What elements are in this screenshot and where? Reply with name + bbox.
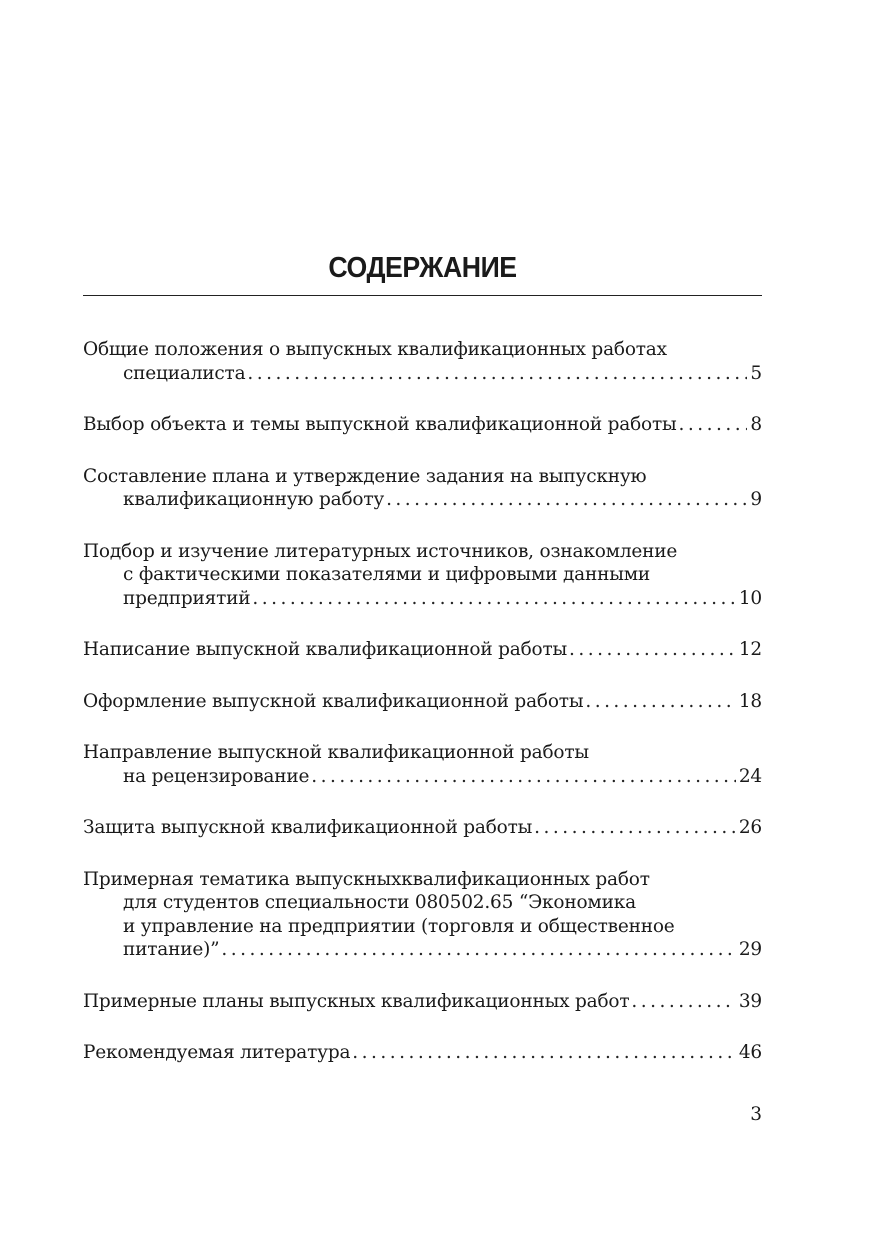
toc-entry-line: Выбор объекта и темы выпускной квалификационной работы	[83, 414, 677, 435]
toc-entry-last-line	[83, 587, 762, 611]
toc-entry-line: Составление плана и утверждение задания на выпускную	[83, 465, 647, 487]
dot-leader	[386, 488, 747, 512]
dot-leader	[679, 413, 748, 437]
toc-page-number: 18	[738, 690, 762, 712]
toc-entry[interactable]	[83, 413, 762, 437]
dot-leader	[569, 638, 736, 662]
dot-leader	[631, 990, 735, 1014]
toc-entry-line: квалификационную работу	[123, 489, 385, 510]
toc-entry-line: Примерная тематика выпускныхквалификационных работ	[83, 868, 650, 890]
toc-page-number: 5	[750, 362, 762, 384]
toc-entry-line: Подбор и изучение литературных источников, ознакомление	[83, 540, 678, 562]
toc-entry-line: Написание выпускной квалификационной работы	[83, 639, 568, 660]
toc-entry-last-line	[83, 816, 762, 840]
toc-page-number: 8	[750, 414, 762, 435]
toc-page-number: 24	[738, 765, 762, 787]
toc-page-number: 9	[750, 489, 762, 510]
toc-entry-last-line	[83, 413, 762, 437]
toc-entry-last-line	[83, 1041, 762, 1065]
toc-entry[interactable]	[83, 338, 762, 385]
toc-entry[interactable]	[83, 540, 762, 611]
toc-entry-line: предприятий	[123, 587, 251, 609]
toc-entry-last-line	[83, 638, 762, 662]
toc-entry-line: Рекомендуемая литература	[83, 1042, 351, 1063]
toc-entry-last-line	[83, 938, 762, 962]
toc-entry[interactable]	[83, 990, 762, 1014]
title-divider	[83, 295, 762, 296]
toc-entry[interactable]	[83, 816, 762, 840]
toc-entry-line: с фактическими показателями и цифровыми данными	[123, 564, 651, 585]
toc-entry-line: Защита выпускной квалификационной работы	[83, 817, 533, 838]
toc-entry[interactable]	[83, 1041, 762, 1065]
toc-entry[interactable]	[83, 868, 762, 962]
table-of-contents	[83, 338, 762, 1065]
dot-leader	[311, 765, 736, 789]
toc-entry-line: и управление на предприятии (торговля и общественное	[123, 915, 675, 937]
dot-leader	[221, 938, 735, 962]
toc-entry-line: специалиста	[123, 362, 246, 384]
toc-page-number: 26	[738, 817, 762, 838]
toc-entry-line: для студентов специальности 080502.65 “Экономика	[123, 892, 636, 913]
toc-entry[interactable]	[83, 741, 762, 788]
dot-leader	[534, 816, 736, 840]
dot-leader	[252, 587, 735, 611]
toc-entry[interactable]	[83, 638, 762, 662]
toc-entry-last-line	[83, 690, 762, 714]
toc-entry-line: Примерные планы выпускных квалификационных работ	[83, 990, 630, 1012]
toc-entry-line: Общие положения о выпускных квалификационных работах	[83, 339, 667, 360]
page-title: СОДЕРЖАНИЕ	[328, 252, 517, 284]
dot-leader	[585, 690, 736, 714]
toc-entry-line: Направление выпускной квалификационной работы	[83, 742, 589, 763]
toc-entry-last-line	[83, 362, 762, 386]
page-number: 3	[750, 1104, 762, 1125]
toc-entry[interactable]	[83, 690, 762, 714]
dot-leader	[247, 362, 747, 386]
toc-entry-last-line	[83, 765, 762, 789]
toc-page-number: 39	[738, 990, 762, 1012]
toc-entry-last-line	[83, 990, 762, 1014]
toc-entry-last-line	[83, 488, 762, 512]
toc-entry-line: питание)”	[123, 939, 220, 960]
toc-entry-line: Оформление выпускной квалификационной работы	[83, 690, 584, 712]
dot-leader	[352, 1041, 736, 1065]
toc-page-number: 12	[738, 639, 762, 660]
toc-entry-line: на рецензирование	[123, 765, 310, 787]
toc-page-number: 10	[738, 587, 762, 609]
toc-page-number: 29	[738, 939, 762, 960]
toc-entry[interactable]	[83, 465, 762, 512]
toc-page-number: 46	[738, 1042, 762, 1063]
